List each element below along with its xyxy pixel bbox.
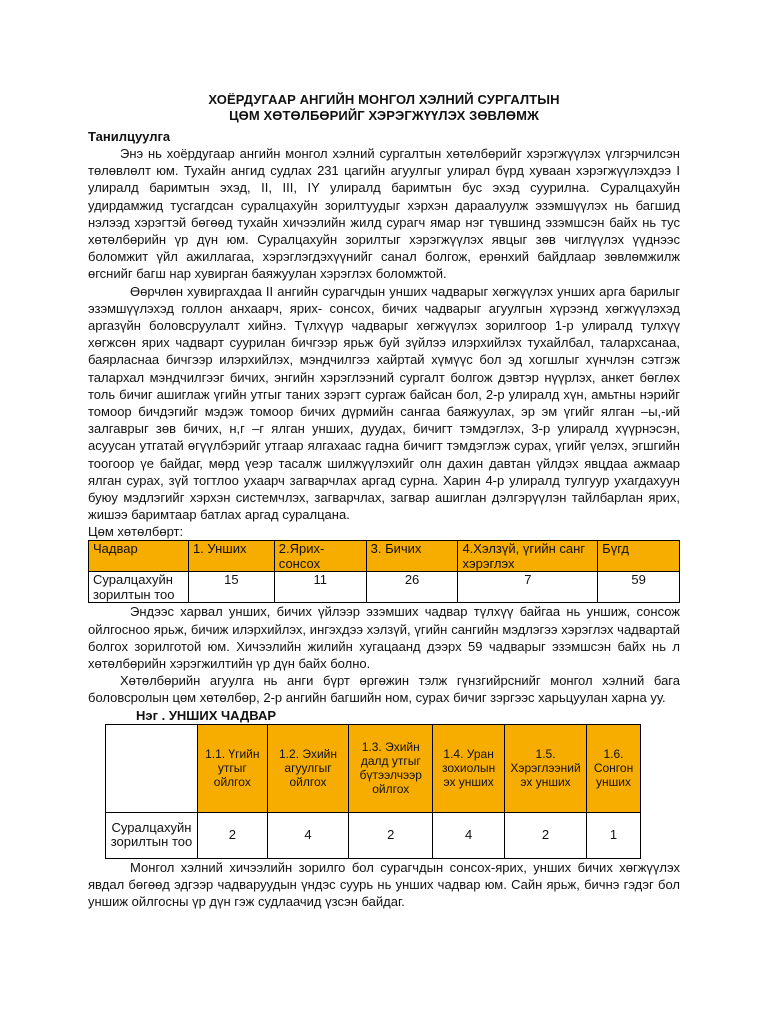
section-heading: Нэг . УНШИХ ЧАДВАР — [136, 707, 277, 723]
table-row-label: Суралцахуйн зорилтын тоо — [106, 812, 198, 858]
table-cell: 26 — [366, 572, 458, 603]
table-row-label: Суралцахуйн зорилтын тоо — [89, 572, 189, 603]
table-header-cell: 1.1. Үгийн утгыг ойлгох — [197, 724, 267, 812]
title-line-2: ЦӨМ ХӨТӨЛБӨРИЙГ ХЭРЭГЖҮҮЛЭХ ЗӨВЛӨМЖ — [229, 108, 539, 123]
table-cell: 4 — [433, 812, 505, 858]
table-header-cell: Бүгд — [598, 541, 680, 572]
document-page — [88, 92, 680, 910]
table-header-cell: 4.Хэлзүй, үгийн санг хэрэглэх — [458, 541, 598, 572]
paragraph-5: Монгол хэлний хичээлийн зорилго бол сурагчдын сонсох-ярих, унших бичих хөгжүүлэх явдал бөгөөд эдгээр чадваруудын үндэс суурь нь унших чадвар юм. Сайн ярьж, бичнэ гэдэг бол уншиж ойлгосны үр дүн гэж судлаачид үзсэн байдаг. — [88, 859, 680, 910]
table-header-row — [106, 724, 641, 812]
document-title — [88, 92, 680, 124]
table-cell: 4 — [267, 812, 349, 858]
table1-caption: Цөм хөтөлбөрт: — [88, 524, 184, 540]
table-header-cell: 3. Бичих — [366, 541, 458, 572]
table-header-cell: 1.3. Эхийн далд утгыг бүтээлчээр ойлгох — [349, 724, 433, 812]
table-cell: 1 — [587, 812, 641, 858]
paragraph-4: Хөтөлбөрийн агуулга нь анги бүрт өргөжин тэлж гүнзгийрснийг монгол хэлний бага боловсролын цөм хөтөлбөр, 2-р ангийн багшийн ном, сурах бичиг зэргээс харьцуулан харна уу. — [88, 673, 680, 706]
table-cell: 11 — [274, 572, 366, 603]
table-cell: 7 — [458, 572, 598, 603]
table-cell: 2 — [505, 812, 587, 858]
table-row — [89, 572, 680, 603]
table-cell: 59 — [598, 572, 680, 603]
table-header-cell: 1.6. Сонгон унших — [587, 724, 641, 812]
skills-table — [88, 540, 680, 603]
reading-skills-table — [105, 724, 641, 859]
table-header-row — [89, 541, 680, 572]
paragraph-3: Эндээс харвал унших, бичих үйлээр эзэмших чадвар түлхүү байгаа нь уншиж, сонсож ойлгосноо ярьж, бичиж илэрхийлэх, ингэхдээ хэлзүй, үгийн сангийн мэдлэгээ хэрэглэх чадвартай болгох зорилготой юм. Хичээлийн жилийн хугацаанд дээрх 59 чадварыг эзэмшсэн байх нь л хөтөлбөрийн хэрэгжилтийн үр дүн байх болно. — [88, 604, 680, 672]
table-header-cell: 1.2. Эхийн агуулгыг ойлгох — [267, 724, 349, 812]
table-row — [106, 812, 641, 858]
paragraph-2: Өөрчлөн хувиргахдаа II ангийн сурагчдын унших чадварыг хөгжүүлэх унших арга барилыг эзэмшүүлэхэд голлон анхаарч, ярих- сонсох, бичих чадварыг агуулгын хүрээнд хөгжүүлэхэд аргазүйн боловсруулалт хийнэ. Түлхүүр чадварыг хөгжүүлэх зорилгоор 1-р улиралд тулхүү хөгжсөн ярих чадварт суурилан бичгээр ярьж буй зүйлээ илэрхийлэх тухайлбал, талархсанаа, баярласнаа бичгээр илэрхийлэх, мэндчилгээ хайртай хүмүүс бол эд хогшлыг хүнчлэн сэтгэж талархал мэндчилгээг бичих, энгийн хэрэглээний сургалт болгож дэвтэр нүүрлэх, анкет бөглөх толь бичиг ашиглаж үгийн утгыг таних зэрэгт сургаж байсан бол, 2-р улиралд хүн, амьтны нэрийг томоор бичдэгийг мэдэж томоор бичих дүрмийн сангаа баяжуулах, эр эм үгийг ялган –ы,-ий залгаврыг зөв бичих, н,г –г ялган унших, дуудах, бичигт тэмдэглэх, 3-р улиралд хүүрнэсэн, асуусан утгатай өгүүлбэрийг утгаар ялгахаас гадна бичигт тэмдэглэж сурах, үгийг үелэх, эгшгийн тоогоор үе байдаг, мөрд үеэр тасалж шилжүүлэхийг олн дахин давтан үйлдэх явцдаа ажмаар ялган сурах, зүй тогтлоо ухаарч загварчлах аргад сурна. Харин 4-р улиралд тулгуур ухагдахуун буюу мэдлэгийг хэрхэн системчлэх, загварчлах, загвар ашиглан дэлгэрүүлэн тайлбарлан ярих, жишээ баримтаар батлах аргад суралцана. — [88, 283, 680, 523]
table-header-cell: 2.Ярих- сонсох — [274, 541, 366, 572]
table-header-cell: 1.5. Хэрэглээний эх унших — [505, 724, 587, 812]
table-header-cell: Чадвар — [89, 541, 189, 572]
paragraph-1: Энэ нь хоёрдугаар ангийн монгол хэлний сургалтын хөтөлбөрийг хэрэгжүүлэх үлгэрчилсэн төлөвлөлт юм. Тухайн ангид судлах 231 цагийн агуулгыг улирал бүрд хуваан хэрэгжүүлэхдээ I улиралд баримтын эхэд, II, III, IY улиралд баримтын бус эхэд суурилна. Суралцахуйн удирдамжид тусгагдсан суралцахуйн зорилтуудыг хэрхэн дараалуулж эзэмшүүлэх нь багшид нэлээд хэрэгтэй бөгөөд тухайн хичээлийн жилд сурагч ямар нэг түвшинд эзэмшсэн байх нь тус хөтөлбөрийн үр дүн юм. Суралцахуйн зорилтыг хэрэгжүүлэх явцыг зөв чиглүүлэх үүднээс боломжит үйл ажиллагаа, хэрэглэгдэхүүнийг санал болгож, ерөнхий байдлаар зөвлөмжилж өгснийг багш нар хувирган баяжуулан хэрэглэх боломжтой. — [88, 146, 680, 282]
intro-heading: Танилцуулга — [88, 129, 171, 144]
table-header-blank — [106, 724, 198, 812]
table-header-cell: 1.4. Уран зохиолын эх унших — [433, 724, 505, 812]
table-cell: 2 — [349, 812, 433, 858]
table-cell: 2 — [197, 812, 267, 858]
table-cell: 15 — [188, 572, 274, 603]
title-line-1: ХОЁРДУГААР АНГИЙН МОНГОЛ ХЭЛНИЙ СУРГАЛТЫН — [208, 92, 560, 107]
table-header-cell: 1. Унших — [188, 541, 274, 572]
